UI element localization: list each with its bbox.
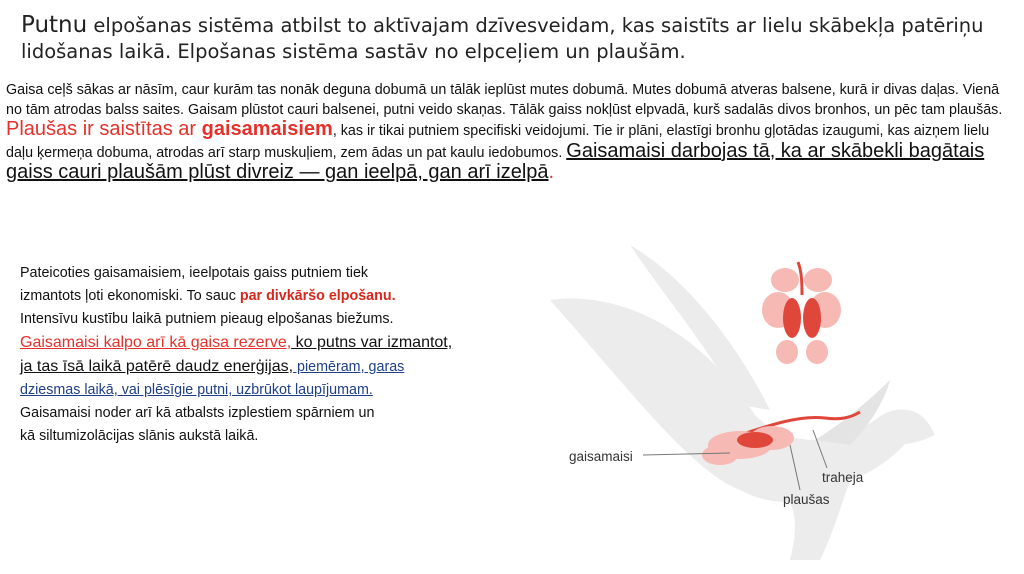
title-rest: elpošanas sistēma atbilst to aktīvajam dzīvesveidam, kas saistīts ar lielu skābekļa patēriņu lidošanas laikā. Elpošanas sistēma sastāv no elpceļiem un plaušām. (21, 14, 984, 63)
bird-respiratory-figure (540, 240, 1000, 560)
left-paragraph (20, 262, 550, 448)
slide-title (21, 12, 1011, 65)
bird-illustration (540, 240, 1000, 560)
bird-silhouette (550, 245, 935, 560)
left-line-4a: Gaisamaisi kalpo arī kā gaisa rezerve, (20, 334, 292, 351)
left-line-1: Pateicoties gaisamaisiem, ieelpotais gaiss putniem tiek (20, 265, 369, 281)
title-lead: Putnu (21, 12, 88, 38)
left-line-3: Intensīvu kustību laikā putniem pieaug elpošanas biežums. (20, 311, 394, 327)
intro-text-1: Gaisa ceļš sākas ar nāsīm, caur kurām tas nonāk deguna dobumā un tālāk ieplūst mutes dobumā. Mutes dobumā atveras balsene, kurā ir divas daļas. Vienā no tām atrodas balss saites. Gaisam plūstot cauri balsenei, putni veido skaņas. Tālāk gaiss nokļūst elpvadā, kurš sadalās divos bronhos, un pēc tam plaušās. (6, 82, 1003, 118)
left-line-6: dziesmas laikā, vai plēsīgie putni, uzbrūkot laupījumam. (20, 382, 373, 398)
left-line-5 (20, 355, 550, 379)
left-line-2b: par divkāršo elpošanu. (239, 288, 396, 304)
left-line-2 (20, 285, 550, 308)
intro-red-text: Plaušas ir saistītas ar (6, 118, 202, 140)
left-line-2a: izmantots ļoti ekonomiski. To sauc (20, 288, 240, 304)
intro-underlined: Gaisamaisi darbojas tā, ka ar skābekli bagātais gaiss cauri plaušām plūst divreiz — gan ieelpā, gan arī izelpā (6, 139, 985, 183)
label-air-sacs: gaisamaisi (569, 449, 633, 464)
intro-red-bold: gaisamaisiem (201, 118, 333, 140)
respiratory-diagram-top (762, 262, 841, 364)
left-line-5b: piemēram, garas (293, 359, 405, 375)
left-line-5a: ja tas īsā laikā patērē daudz enerģijas, (20, 358, 294, 375)
left-line-4b: ko putns var izmantot, (291, 334, 453, 351)
intro-text-2: , kas ir tikai putniem specifiski veidojumi. Tie ir plāni, elastīgi bronhu gļotādas izaugumi, kas aizņem lielu daļu ķermeņa dobuma, atrodas arī starp muskuļiem, zem ādas un pat kaulu iedobumos. (6, 123, 990, 161)
left-line-8: kā siltumizolācijas slānis aukstā laikā. (20, 428, 259, 444)
intro-dot: . (548, 161, 555, 183)
left-line-7: Gaisamaisi noder arī kā atbalsts izplestiem spārniem un (20, 405, 375, 421)
intro-paragraph (6, 81, 1006, 185)
lungs-shape (737, 432, 773, 448)
left-line-4 (20, 331, 550, 355)
label-trachea: traheja (822, 470, 864, 485)
label-lungs: plaušas (783, 492, 830, 507)
